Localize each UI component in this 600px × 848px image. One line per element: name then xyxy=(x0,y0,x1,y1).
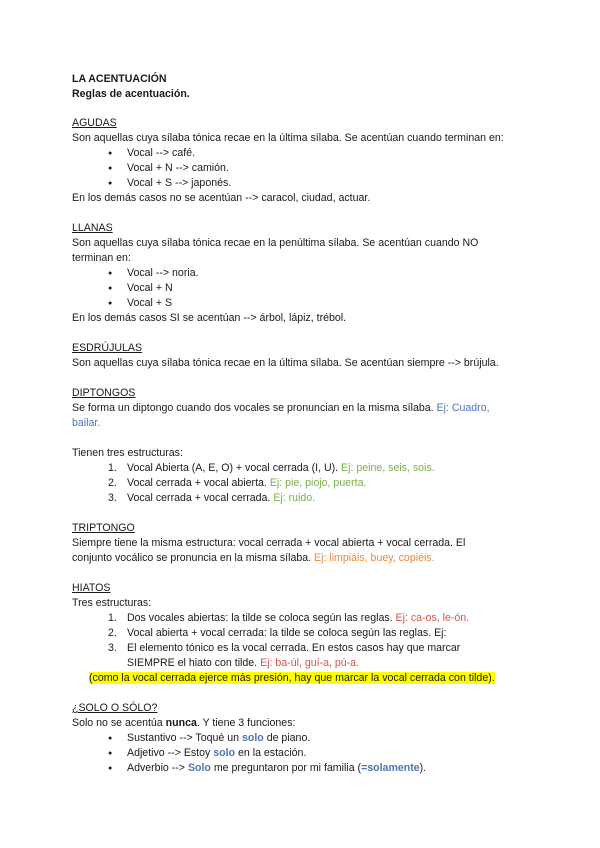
llanas-description-cont: terminan en: xyxy=(72,252,131,264)
list-text-post: me preguntaron por mi familia ( xyxy=(213,762,362,774)
hiatos-note: (como la vocal cerrada ejerce más presión, hay que marcar la vocal cerrada con tilde). xyxy=(89,672,495,684)
list-item xyxy=(72,641,542,671)
list-keyword: solo xyxy=(241,732,264,744)
list-item xyxy=(72,461,542,476)
list-item xyxy=(72,491,542,506)
document-title: LA ACENTUACIÓN xyxy=(72,73,167,85)
list-item xyxy=(72,626,542,641)
diptongos-heading: DIPTONGOS xyxy=(72,387,136,399)
list-item: ● Vocal --> noria. xyxy=(72,266,542,281)
list-number: 2. xyxy=(108,477,117,489)
list-item: ● Vocal + N xyxy=(72,281,542,296)
list-item xyxy=(72,731,542,746)
hiatos-heading: HIATOS xyxy=(72,582,111,594)
hiatos-intro: Tres estructuras: xyxy=(72,597,152,609)
document-page xyxy=(72,72,542,776)
list-text-post: de piano. xyxy=(266,732,311,744)
list-item: ● Vocal + N --> camión. xyxy=(72,161,542,176)
list-item: ● Vocal --> café. xyxy=(72,146,542,161)
diptongos-list xyxy=(72,461,542,506)
list-item xyxy=(72,761,542,776)
list-example: Ej: pie, piojo, puerta. xyxy=(269,477,367,489)
list-item xyxy=(72,611,542,626)
list-keyword: solo xyxy=(213,747,236,759)
list-keyword-2: =solamente xyxy=(361,762,420,774)
list-example: Ej: ca-os, le-ón. xyxy=(395,612,470,624)
list-item xyxy=(72,476,542,491)
list-text: El elemento tónico es la vocal cerrada. En estos casos hay que marcar xyxy=(127,642,461,654)
agudas-description: Son aquellas cuya sílaba tónica recae en la última sílaba. Se acentúan cuando terminan en: xyxy=(72,132,504,144)
list-text: Vocal cerrada + vocal abierta. xyxy=(127,477,267,489)
diptongos-example: Ej: Cuadro, xyxy=(436,402,490,414)
llanas-heading: LLANAS xyxy=(72,222,113,234)
list-text: Dos vocales abiertas: la tilde se coloca según las reglas. xyxy=(127,612,393,624)
list-item xyxy=(72,746,542,761)
list-keyword: Solo xyxy=(187,762,211,774)
llanas-description: Son aquellas cuya sílaba tónica recae en la penúltima sílaba. Se acentúan cuando NO xyxy=(72,237,479,249)
list-text: Vocal cerrada + vocal cerrada. xyxy=(127,492,271,504)
list-number: 3. xyxy=(108,642,117,654)
list-text: Vocal Abierta (A, E, O) + vocal cerrada (I, U). xyxy=(127,462,339,474)
diptongos-intro: Tienen tres estructuras: xyxy=(72,447,183,459)
triptongo-description: Siempre tiene la misma estructura: vocal cerrada + vocal abierta + vocal cerrada. El xyxy=(72,537,466,549)
triptongo-heading: TRIPTONGO xyxy=(72,522,135,534)
list-example: Ej: ruido. xyxy=(273,492,316,504)
solo-intro-text: Solo no se acentúa xyxy=(72,717,163,729)
list-text-post: en la estación. xyxy=(238,747,307,759)
list-text: Vocal abierta + vocal cerrada: la tilde se coloca según las reglas. Ej: xyxy=(127,627,447,639)
solo-intro xyxy=(72,716,542,731)
esdrujulas-heading: ESDRÚJULAS xyxy=(72,342,143,354)
esdrujulas-description: Son aquellas cuya sílaba tónica recae en la última sílaba. Se acentúan siempre --> brújula. xyxy=(72,357,499,369)
agudas-list xyxy=(72,146,542,191)
list-example: Ej: peine, seis, sois. xyxy=(341,462,435,474)
diptongos-desc-text: Se forma un diptongo cuando dos vocales se pronuncian en la misma sílaba. xyxy=(72,402,434,414)
list-number: 2. xyxy=(108,627,117,639)
list-example: Ej: ba-úl, guí-a, pú-a. xyxy=(260,657,360,669)
llanas-rest: En los demás casos SI se acentúan --> árbol, lápiz, trébol. xyxy=(72,312,347,324)
llanas-list xyxy=(72,266,542,311)
solo-intro-post: . Y tiene 3 funciones: xyxy=(196,717,296,729)
list-text: Adverbio --> xyxy=(127,762,185,774)
document-subtitle: Reglas de acentuación. xyxy=(72,88,190,100)
triptongo-example: Ej: limpiáis, buey, copiéis. xyxy=(314,552,435,564)
triptongo-desc-text: conjunto vocálico se pronuncia en la misma sílaba. xyxy=(72,552,312,564)
agudas-rest: En los demás casos no se acentúan --> caracol, ciudad, actuar. xyxy=(72,192,371,204)
list-text-end: ). xyxy=(419,762,427,774)
list-text: Adjetivo --> Estoy xyxy=(127,747,211,759)
diptongos-description xyxy=(72,401,542,416)
list-text-cont: SIEMPRE el hiato con tilde. xyxy=(127,657,258,669)
diptongos-example-cont: bailar. xyxy=(72,417,101,429)
list-number: 3. xyxy=(108,492,117,504)
solo-intro-bold: nunca xyxy=(165,717,197,729)
solo-heading: ¿SOLO O SÓLO? xyxy=(72,702,158,714)
agudas-heading: AGUDAS xyxy=(72,117,117,129)
solo-list xyxy=(72,731,542,776)
list-number: 1. xyxy=(108,462,117,474)
triptongo-description-cont xyxy=(72,551,542,566)
list-text: Sustantivo --> Toqué un xyxy=(127,732,239,744)
hiatos-list xyxy=(72,611,542,671)
hiatos-note-line xyxy=(72,671,542,686)
list-item: ● Vocal + S --> japonés. xyxy=(72,176,542,191)
list-item: ● Vocal + S xyxy=(72,296,542,311)
list-number: 1. xyxy=(108,612,117,624)
